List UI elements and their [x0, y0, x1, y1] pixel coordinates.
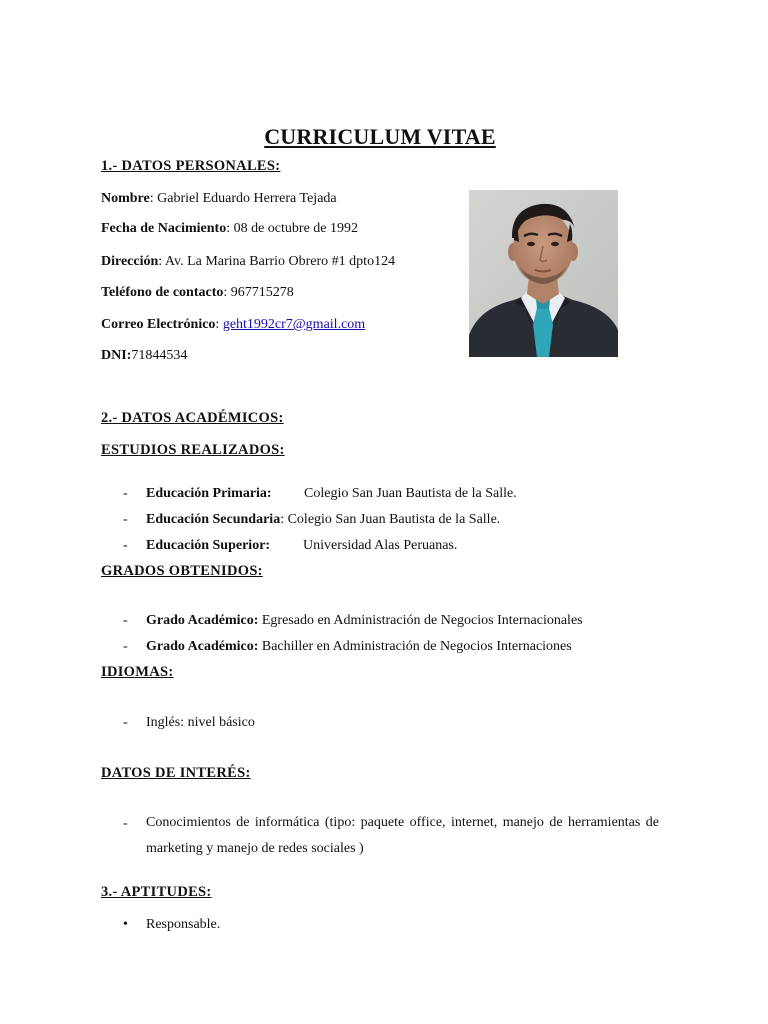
study-value: Colegio San Juan Bautista de la Salle.	[304, 486, 517, 501]
dot-bullet: •	[123, 917, 128, 932]
profile-photo	[469, 190, 618, 357]
dash-bullet: -	[123, 512, 128, 527]
field-name	[101, 191, 337, 207]
document-title: CURRICULUM VITAE	[264, 124, 496, 149]
field-label: Dirección	[101, 254, 159, 269]
field-value: 08 de octubre de 1992	[233, 221, 359, 236]
section-heading-aptitudes: 3.- APTITUDES:	[101, 884, 212, 900]
field-value: Gabriel Eduardo Herrera Tejada	[157, 191, 337, 206]
field-separator: :	[226, 221, 234, 236]
field-value: 71844534	[131, 348, 188, 363]
email-link[interactable]: geht1992cr7@gmail.com	[222, 317, 366, 332]
field-label: Correo Electrónico	[101, 317, 216, 332]
interest-item: Conocimientos de informática (tipo: paquete office, internet, manejo de herramientas de marketing y manejo de redes sociales )	[146, 815, 659, 856]
field-separator: :	[149, 191, 158, 206]
study-value: Universidad Alas Peruanas.	[303, 538, 458, 553]
study-label: Educación Superior:	[146, 538, 271, 553]
study-value: : Colegio San Juan Bautista de la Salle.	[280, 512, 501, 527]
dash-bullet: -	[123, 816, 128, 831]
study-item-secondary	[146, 512, 500, 528]
field-label: Nombre	[101, 191, 150, 206]
study-item-superior	[146, 538, 270, 554]
field-label: Fecha de Nacimiento	[101, 221, 227, 236]
field-separator: :	[223, 285, 231, 300]
field-address	[101, 254, 395, 270]
degree-label: Grado Académico:	[146, 613, 259, 628]
field-value: 967715278	[230, 285, 294, 300]
study-label: Educación Primaria:	[146, 486, 272, 501]
study-label: Educación Secundaria	[146, 512, 281, 527]
section-heading-interests: DATOS DE INTERÉS:	[101, 765, 251, 781]
degree-item	[146, 639, 572, 655]
aptitude-item: Responsable.	[146, 917, 221, 932]
degree-item	[146, 613, 583, 629]
degree-value: Bachiller en Administración de Negocios Internaciones	[261, 639, 572, 654]
section-heading-academic: 2.- DATOS ACADÉMICOS:	[101, 410, 284, 426]
subheading-degrees: GRADOS OBTENIDOS:	[101, 563, 263, 579]
subheading-languages: IDIOMAS:	[101, 664, 174, 680]
subheading-studies: ESTUDIOS REALIZADOS:	[101, 442, 285, 458]
field-birthdate	[101, 221, 358, 237]
field-phone	[101, 285, 294, 301]
field-value: Av. La Marina Barrio Obrero #1 dpto124	[164, 254, 396, 269]
field-separator: :	[215, 317, 223, 332]
field-separator: :	[158, 254, 165, 269]
field-label: DNI:	[101, 348, 132, 363]
dash-bullet: -	[123, 639, 128, 654]
dash-bullet: -	[123, 613, 128, 628]
section-heading-personal: 1.- DATOS PERSONALES:	[101, 158, 281, 174]
dash-bullet: -	[123, 486, 128, 501]
dash-bullet: -	[123, 538, 128, 553]
field-label: Teléfono de contacto	[101, 285, 224, 300]
dash-bullet: -	[123, 715, 128, 730]
field-email	[101, 317, 365, 333]
field-dni	[101, 348, 187, 364]
study-item-primary	[146, 486, 272, 502]
language-item: Inglés: nivel básico	[146, 715, 255, 730]
degree-label: Grado Académico:	[146, 639, 259, 654]
degree-value: Egresado en Administración de Negocios Internacionales	[261, 613, 583, 628]
